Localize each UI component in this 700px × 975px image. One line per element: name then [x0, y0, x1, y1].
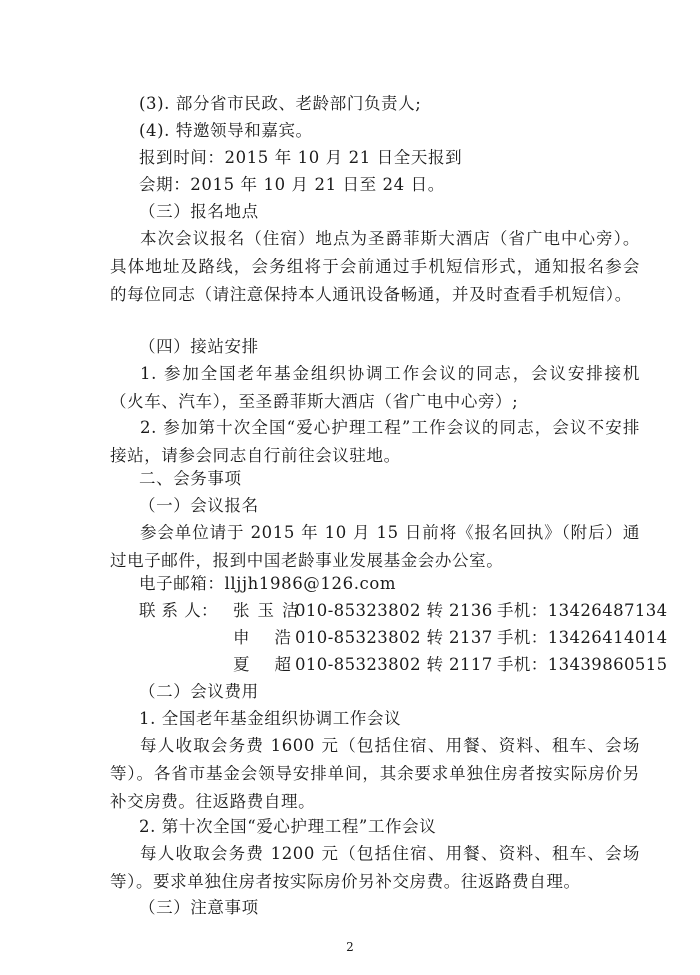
contact-phone: 010-85323802 转 2117: [295, 655, 493, 674]
registration-location-paragraph: 本次会议报名（住宿）地点为圣爵菲斯大酒店（省广电中心旁）。具体地址及路线，会务组将于会前通过手机短信形式，通知报名参会的每位同志（请注意保持本人通讯设备畅通，并及时查看手机短信）。: [110, 229, 640, 304]
contact-row: [139, 627, 668, 649]
contact-label: 联 系 人：: [139, 601, 218, 620]
page-number: 2: [346, 940, 354, 954]
meeting-registration-paragraph: 参会单位请于 2015 年 10 月 15 日前将《报名回执》（附后）通过电子邮件，报到中国老龄事业发展基金会办公室。: [110, 523, 640, 570]
contact-name: 申浩: [233, 628, 316, 647]
contact-phone: 010-85323802 转 2137: [295, 628, 493, 647]
fee-item-1-paragraph: 每人收取会务费 1600 元（包括住宿、用餐、资料、租车、会场等）。各省市基金会领导安排单间，其余要求单独住房者按实际房价另补交房费。往返路费自理。: [110, 736, 640, 811]
meeting-period: 会期：2015 年 10 月 21 日至 24 日。: [139, 175, 445, 194]
attendee-item-3: (3). 部分省市民政、老龄部门负责人;: [139, 94, 422, 113]
section-heading-meeting-registration: （一）会议报名: [139, 496, 259, 515]
section-heading-notes: （三）注意事项: [139, 898, 259, 917]
contact-email: 电子邮箱：lljjh1986@126.com: [139, 574, 397, 593]
contact-mobile: 手机：13439860515: [497, 655, 668, 674]
contact-row: [139, 654, 668, 676]
contact-name: 张玉洁: [233, 601, 307, 620]
attendee-item-4: (4). 特邀领导和嘉宾。: [139, 121, 313, 140]
contact-phone: 010-85323802 转 2136: [295, 601, 493, 620]
section-heading-meeting-affairs: 二、会务事项: [139, 469, 242, 488]
fee-item-2-title: 2. 第十次全国“爱心护理工程”工作会议: [139, 817, 437, 836]
contact-mobile: 手机：13426487134: [497, 601, 668, 620]
contact-mobile: 手机：13426414014: [497, 628, 668, 647]
pickup-item-1: 1. 参加全国老年基金组织协调工作会议的同志，会议安排接机（火车、汽车），至圣爵菲斯大酒店（省广电中心旁）;: [110, 364, 640, 411]
fee-item-2-paragraph: 每人收取会务费 1200 元（包括住宿、用餐、资料、租车、会场等）。要求单独住房者按实际房价另补交房费。往返路费自理。: [110, 844, 640, 891]
fee-item-1-title: 1. 全国老年基金组织协调工作会议: [139, 709, 402, 728]
pickup-item-2: 2. 参加第十次全国“爱心护理工程”工作会议的同志，会议不安排接站，请参会同志自行前往会议驻地。: [110, 418, 640, 465]
section-heading-pickup-arrangement: （四）接站安排: [139, 337, 259, 356]
registration-time: 报到时间：2015 年 10 月 21 日全天报到: [139, 148, 463, 167]
contact-row: [139, 600, 668, 622]
section-heading-registration-location: （三）报名地点: [139, 202, 259, 221]
contact-name: 夏超: [233, 655, 316, 674]
section-heading-meeting-fees: （二）会议费用: [139, 682, 259, 701]
